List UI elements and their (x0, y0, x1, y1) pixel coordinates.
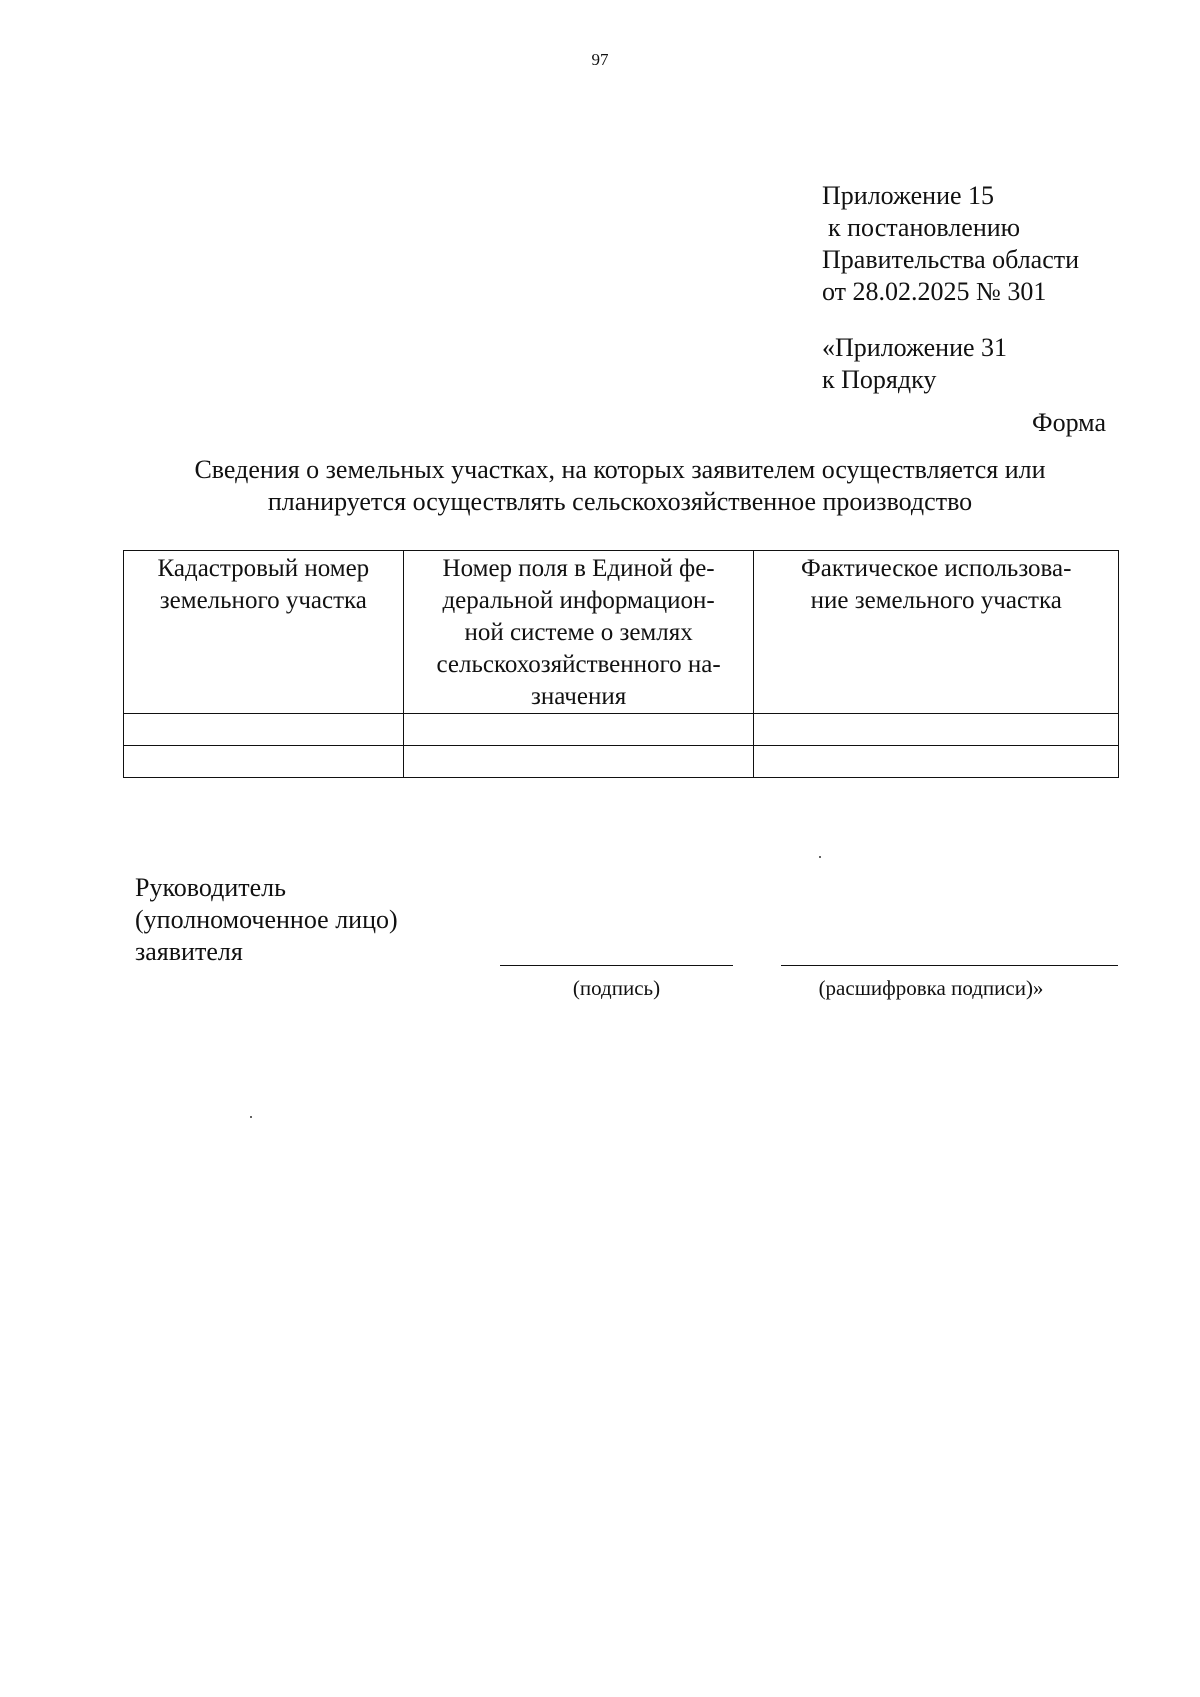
form-label: Форма (1032, 408, 1106, 437)
document-title-line-2: планируется осуществлять сельскохозяйственное производство (267, 487, 973, 516)
header-cadastral-number: Кадастровый номер земельного участка (124, 551, 404, 714)
scan-speck (250, 1116, 252, 1118)
decoding-line (781, 965, 1118, 966)
decoding-caption: (расшифровка подписи)» (818, 976, 1044, 1000)
signer-line-3: заявителя (135, 937, 243, 966)
table-cell (124, 714, 404, 746)
table-row (124, 714, 1119, 746)
table-header-row (124, 551, 1119, 714)
appendix-date-number: от 28.02.2025 № 301 (822, 277, 1047, 306)
appendix-header (822, 180, 1079, 396)
signer-block (135, 872, 398, 968)
header-field-number: Номер поля в Единой фе- деральной информацион- ной системе о землях сельскохозяйственного на- значения (403, 551, 754, 714)
inner-appendix-to-order: к Порядку (822, 365, 937, 394)
appendix-spacer (822, 308, 1079, 332)
table-cell (403, 746, 754, 778)
signature-line (500, 965, 733, 966)
table-cell (124, 746, 404, 778)
page-number: 97 (591, 50, 609, 69)
scan-speck (819, 856, 821, 858)
appendix-government: Правительства области (822, 245, 1080, 274)
table-cell (754, 714, 1119, 746)
signature-caption: (подпись) (572, 976, 661, 1000)
table-cell (403, 714, 754, 746)
appendix-number: Приложение 15 (822, 181, 995, 210)
signer-line-1: Руководитель (135, 873, 286, 902)
table-cell (754, 746, 1119, 778)
document-title (140, 454, 1100, 518)
document-title-line-1: Сведения о земельных участках, на которых заявителем осуществляется или (194, 455, 1046, 484)
signer-line-2: (уполномоченное лицо) (135, 905, 398, 934)
land-plots-table (123, 550, 1119, 778)
inner-appendix-number: «Приложение 31 (822, 333, 1008, 362)
table-row (124, 746, 1119, 778)
appendix-to-resolution: к постановлению (828, 213, 1021, 242)
header-actual-use: Фактическое использова- ние земельного участка (754, 551, 1119, 714)
